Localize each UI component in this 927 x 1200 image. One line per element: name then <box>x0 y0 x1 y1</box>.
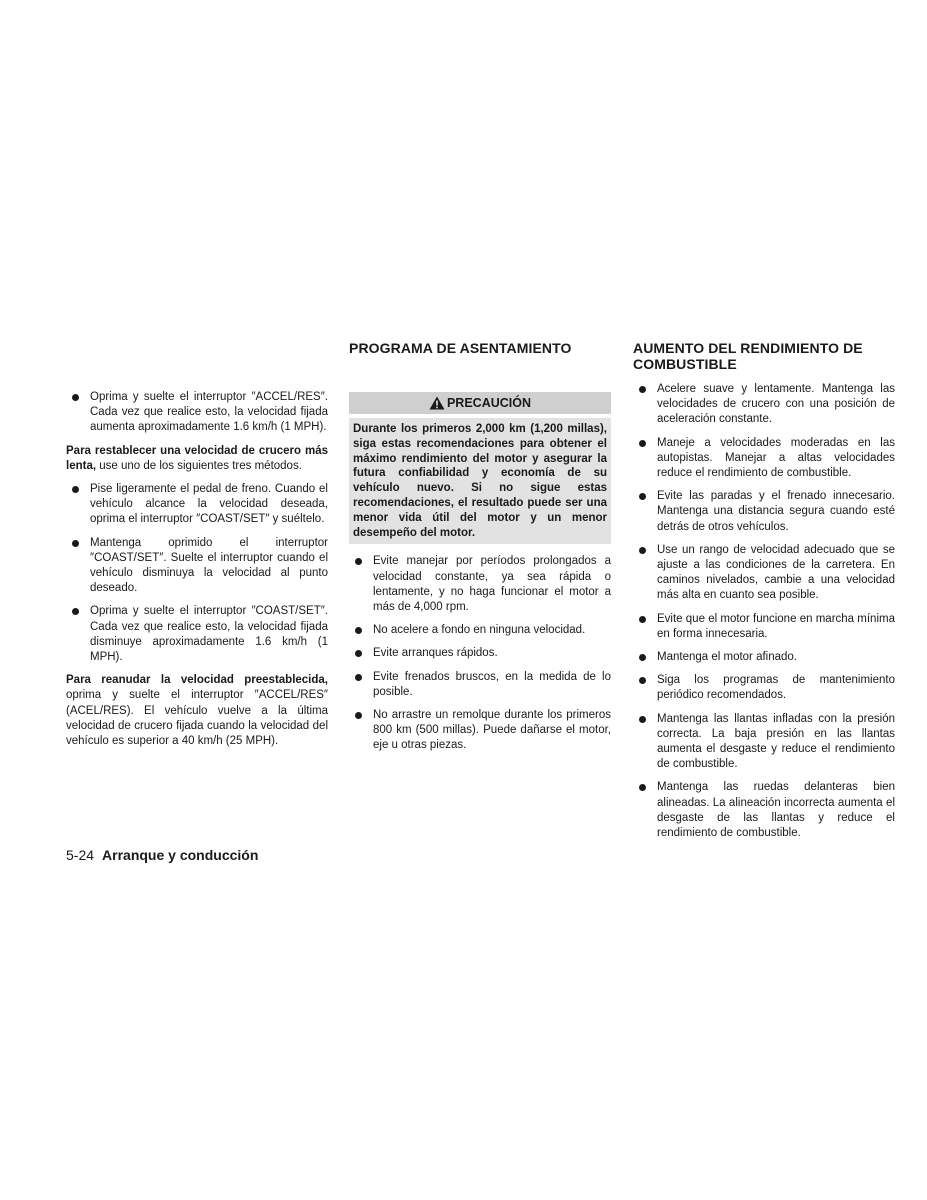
fuel-economy-heading: AUMENTO DEL RENDIMIENTO DE COMBUSTIBLE <box>633 340 863 372</box>
list-item: Oprima y suelte el interruptor ″COAST/SET″. Cada vez que realice esto, la velocidad fijada disminuye aproximadamente 1.6 km/h (1 MPH). <box>66 604 328 665</box>
list-item: No arrastre un remolque durante los primeros 800 km (500 millas). Puede dañarse el motor, eje u otras piezas. <box>349 708 611 754</box>
list-item: Evite frenados bruscos, en la medida de lo posible. <box>349 670 611 700</box>
resume-speed-paragraph <box>66 673 328 749</box>
caution-box <box>349 392 611 544</box>
list-item: Oprima y suelte el interruptor ″ACCEL/RES″. Cada vez que realice esto, la velocidad fijada aumenta aproximadamente 1.6 km/h (1 MPH). <box>66 390 328 436</box>
list-item: Evite las paradas y el frenado innecesario. Mantenga una distancia segura cuando esté detrás de otros vehículos. <box>633 489 895 535</box>
page-number: 5-24 <box>66 847 95 863</box>
reduce-speed-methods-list <box>66 482 328 665</box>
list-item: Evite que el motor funcione en marcha mínima en forma innecesaria. <box>633 612 895 642</box>
list-item: Mantenga oprimido el interruptor ″COAST/SET″. Suelte el interruptor cuando el vehículo disminuya la velocidad al punto deseado. <box>66 536 328 597</box>
list-item: No acelere a fondo en ninguna velocidad. <box>349 623 611 638</box>
list-item: Maneje a velocidades moderadas en las autopistas. Manejar a altas velocidades reduce el rendimiento de combustible. <box>633 436 895 482</box>
reduce-speed-text: use uno de los siguientes tres métodos. <box>96 459 302 472</box>
list-item: Siga los programas de mantenimiento periódico recomendados. <box>633 673 895 703</box>
list-item: Acelere suave y lentamente. Mantenga las velocidades de crucero con una posición de aceleración constante. <box>633 382 895 428</box>
list-item: Pise ligeramente el pedal de freno. Cuando el vehículo alcance la velocidad deseada, oprima el interruptor ″COAST/SET″ y suéltelo. <box>66 482 328 528</box>
list-item: Use un rango de velocidad adecuado que se ajuste a las condiciones de la carretera. En caminos nivelados, cambie a una velocidad más alta en cuanto sea posible. <box>633 543 895 604</box>
list-item: Mantenga el motor afinado. <box>633 650 895 665</box>
caution-text: Durante los primeros 2,000 km (1,200 millas), siga estas recomendaciones para obtener el máximo rendimiento del motor y asegurar la futura confiabilidad y economía de su vehículo nuevo. Si no sigue estas recomendaciones, el resultado puede ser una menor vida útil del motor y un menor desempeño del motor. <box>349 418 611 544</box>
list-item: Mantenga las ruedas delanteras bien alineadas. La alineación incorrecta aumenta el desgaste de las llantas y reduce el rendimiento de combustible. <box>633 780 895 841</box>
list-item: Evite manejar por períodos prolongados a velocidad constante, ya sea rápida o lentamente, y no haga funcionar el motor a más de 4,000 rpm. <box>349 554 611 615</box>
break-in-heading: PROGRAMA DE ASENTAMIENTO <box>349 340 572 356</box>
warning-icon <box>429 396 445 410</box>
middle-column <box>349 340 611 762</box>
resume-speed-lead: Para reanudar la velocidad preestablecida, <box>66 674 328 687</box>
page-footer <box>66 846 258 864</box>
fuel-economy-list <box>633 382 895 841</box>
reduce-speed-paragraph <box>66 444 328 474</box>
left-column <box>66 390 328 757</box>
list-item: Evite arranques rápidos. <box>349 646 611 661</box>
resume-speed-text: oprima y suelte el interruptor ″ACCEL/RES″ (ACEL/RES). El vehículo vuelve a la última velocidad de crucero fijada cuando la velocidad del vehículo es superior a 40 km/h (25 MPH). <box>66 689 328 748</box>
right-column <box>633 340 895 849</box>
reduce-speed-lead: Para restablecer una velocidad de crucero más lenta, <box>66 444 328 472</box>
speed-increase-list <box>66 390 328 436</box>
break-in-list <box>349 554 611 753</box>
list-item: Mantenga las llantas infladas con la presión correcta. La baja presión en las llantas aumenta el desgaste y reduce el rendimiento de combustible. <box>633 712 895 773</box>
caution-header <box>349 392 611 414</box>
caution-title: PRECAUCIÓN <box>446 396 532 410</box>
chapter-title: Arranque y conducción <box>102 847 259 863</box>
